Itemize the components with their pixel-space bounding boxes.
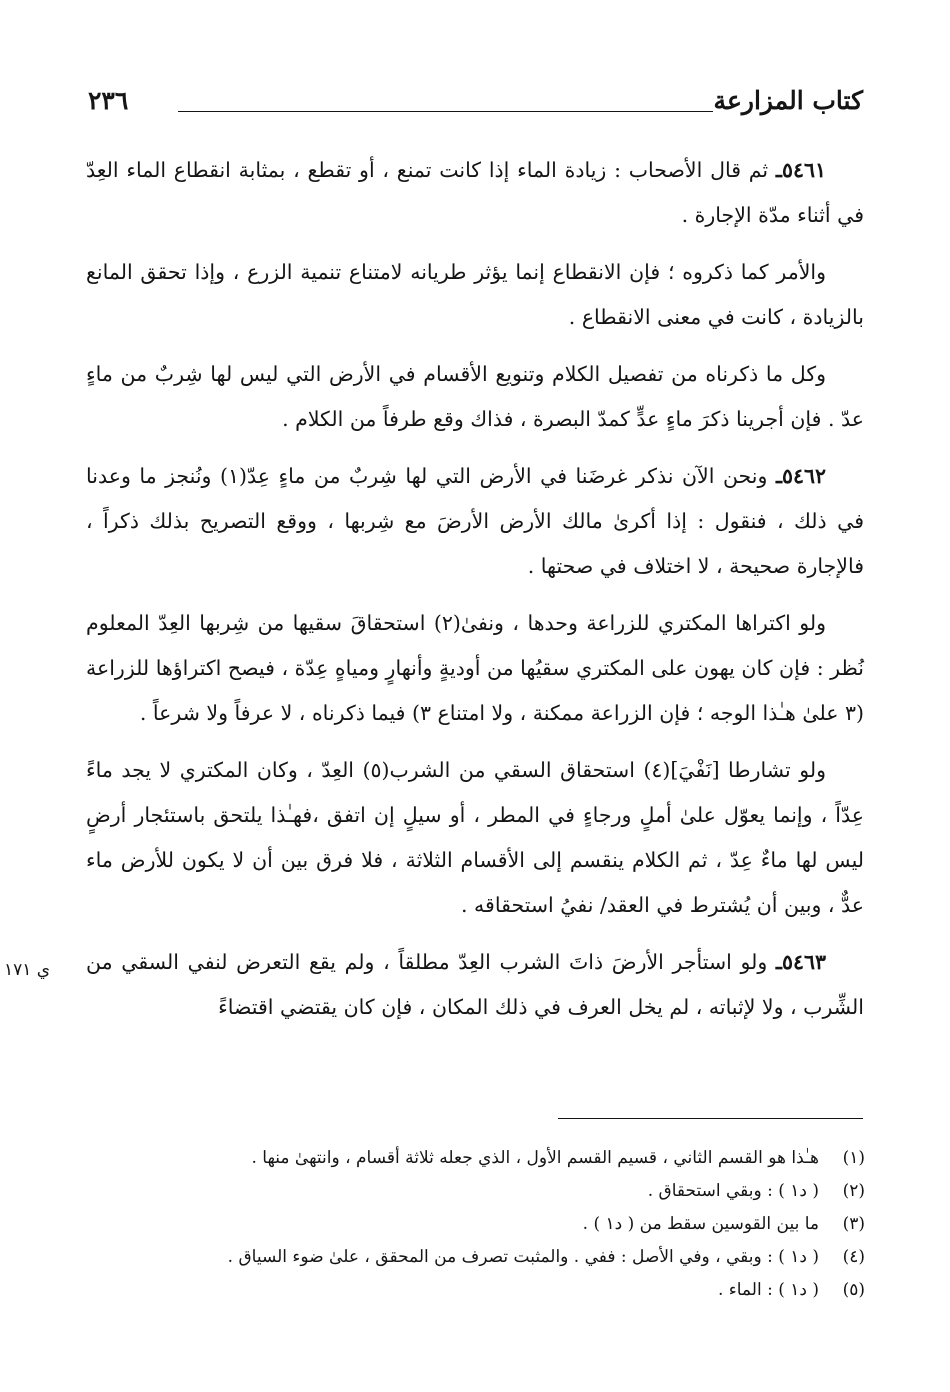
paragraph bbox=[86, 148, 864, 238]
footnotes bbox=[100, 1142, 865, 1307]
paragraph-text: ونحن الآن نذكر غرضَنا في الأرض التي لها شِربٌ من ماءٍ عِدّ(١) ونُنجز ما وعدنا في ذلك ، فنقول : إذا أكرىٰ مالك الأرض الأرضَ مع شِربها ، ووقع التصريح بذلك ذكراً ، فالإجارة صحيحة ، لا اختلاف في صحتها . bbox=[86, 464, 864, 578]
footnote-text: ما بين القوسين سقط من ( د١ ) . bbox=[582, 1214, 819, 1234]
paragraph-text: ثم قال الأصحاب : زيادة الماء إذا كانت تمنع ، أو تقطع ، بمثابة انقطاع الماء العِدّ في أثناء مدّة الإجارة . bbox=[86, 158, 864, 227]
paragraph bbox=[86, 601, 864, 736]
footnote bbox=[100, 1208, 865, 1241]
footnote-number: (٢) bbox=[842, 1181, 865, 1201]
main-text bbox=[86, 148, 864, 1042]
header-rule bbox=[178, 111, 713, 112]
footnote-number: (١) bbox=[842, 1148, 865, 1168]
page-number: ٢٣٦ bbox=[88, 86, 129, 115]
footnote-number: (٣) bbox=[842, 1214, 865, 1234]
book-title: كتاب المزارعة bbox=[713, 86, 863, 115]
footnote-rule bbox=[558, 1118, 863, 1119]
paragraph-number: ٥٤٦٣ـ bbox=[775, 950, 826, 974]
paragraph-text: ولو تشارطا [نَفْيَ](٤) استحقاق السقي من الشرب(٥) العِدّ ، وكان المكتري لا يجد ماءً عِدّاً ، وإنما يعوّل علىٰ أملٍ ورجاءٍ في المطر ، أو سيلٍ إن اتفق ،فهـٰذا يلتحق باستئجار أرضٍ ليس لها ماءٌ عِدّ ، ثم الكلام ينقسم إلى الأقسام الثلاثة ، فلا فرق بين أن لا يكون للأرض ماء عدٌّ ، وبين أن يُشترط في العقد/ نفيُ استحقاقه . bbox=[86, 758, 864, 917]
footnote-number: (٤) bbox=[842, 1247, 865, 1267]
paragraph bbox=[86, 748, 864, 928]
footnote-text: هـٰذا هو القسم الثاني ، قسيم القسم الأول ، الذي جعله ثلاثة أقسام ، وانتهىٰ منها . bbox=[251, 1148, 819, 1168]
paragraph-text: ولو اكتراها المكتري للزراعة وحدها ، ونفىٰ(٢) استحقاقَ سقيها من شِربها العِدّ المعلوم نُظر : فإن كان يهون على المكتري سقيُها من أوديةٍ وأنهارٍ ومياهٍ عِدّة ، فيصح اكتراؤها للزراعة (٣ علىٰ هـٰذا الوجه ؛ فإن الزراعة ممكنة ، ولا امتناع ٣) فيما ذكرناه ، لا عرفاً ولا شرعاً . bbox=[86, 611, 864, 725]
footnote-number: (٥) bbox=[842, 1280, 865, 1300]
paragraph-text: والأمر كما ذكروه ؛ فإن الانقطاع إنما يؤثر طريانه لامتناع تنمية الزرع ، وإذا تحقق المانع بالزيادة ، كانت في معنى الانقطاع . bbox=[86, 260, 864, 329]
paragraph-text: وكل ما ذكرناه من تفصيل الكلام وتنويع الأقسام في الأرض التي ليس لها شِربٌ من ماءٍ عدّ . فإن أجرينا ذكرَ ماءٍ عدٍّ كمدّ البصرة ، فذاك وقع طرفاً من الكلام . bbox=[86, 362, 864, 431]
paragraph-text: ولو استأجر الأرضَ ذاتَ الشرب العِدّ مطلقاً ، ولم يقع التعرض لنفي السقي من الشِّرب ، ولا لإثباته ، لم يخل العرف في ذلك المكان ، فإن كان يقتضي اقتضاءً bbox=[86, 950, 864, 1019]
paragraph-number: ٥٤٦١ـ bbox=[775, 158, 826, 182]
margin-folio-note: ي ١٧١ bbox=[4, 960, 51, 980]
paragraph bbox=[86, 250, 864, 340]
footnote bbox=[100, 1175, 865, 1208]
paragraph bbox=[86, 454, 864, 589]
paragraph bbox=[86, 940, 864, 1030]
footnote-text: ( د١ ) : وبقي ، وفي الأصل : ففي . والمثبت تصرف من المحقق ، علىٰ ضوء السياق . bbox=[227, 1247, 819, 1267]
page-header bbox=[88, 86, 863, 126]
footnote-text: ( د١ ) : الماء . bbox=[717, 1280, 819, 1300]
paragraph-number: ٥٤٦٢ـ bbox=[775, 464, 826, 488]
footnote bbox=[100, 1274, 865, 1307]
footnote bbox=[100, 1241, 865, 1274]
footnote bbox=[100, 1142, 865, 1175]
paragraph bbox=[86, 352, 864, 442]
footnote-text: ( د١ ) : وبقي استحقاق . bbox=[647, 1181, 819, 1201]
